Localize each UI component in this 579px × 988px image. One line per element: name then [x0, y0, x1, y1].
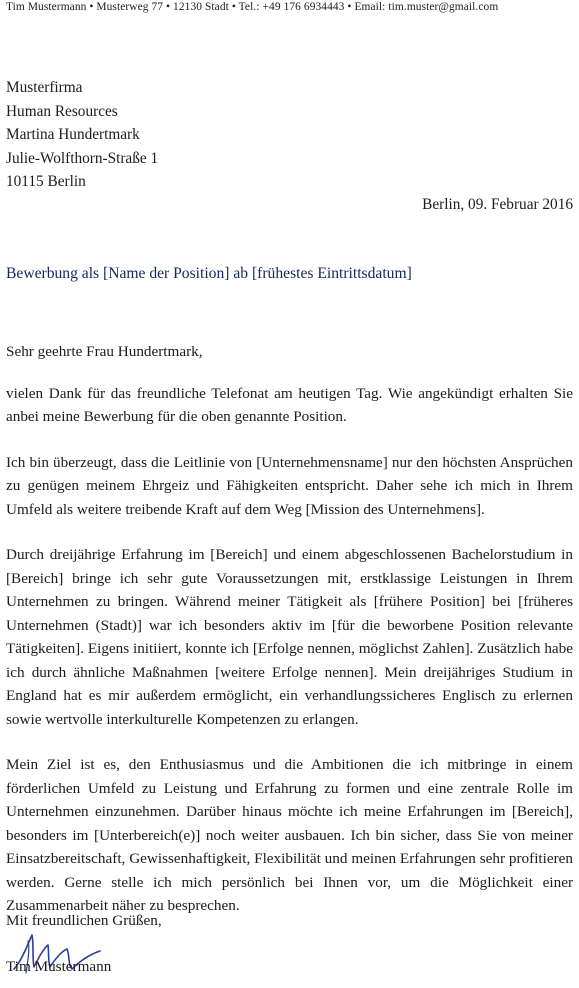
sender-line: Tim Mustermann • Musterweg 77 • 12130 Stadt • Tel.: +49 176 6934443 • Email: tim.muster@gmail.com — [6, 1, 499, 13]
salutation: Sehr geehrte Frau Hundertmark, — [6, 343, 203, 360]
letter-body — [6, 340, 573, 940]
body-paragraph-1: vielen Dank für das freundliche Telefonat am heutigen Tag. Wie angekündigt erhalten Sie anbei meine Bewerbung für die oben genannte Position. — [6, 384, 573, 425]
body-paragraph-3: Durch dreijährige Erfahrung im [Bereich] und einem abgeschlossenen Bachelorstudium in [Bereich] bringe ich sehr gute Voraussetzungen mit, erstklassige Leistungen in Ihrem Unternehmen zu bringen. Während meiner Tätigkeit als [frühere Position] bei [früheres Unternehmen (Stadt)] war ich besonders aktiv im [für die beworbene Position relevante Tätigkeiten]. Eigens initiiert, konnte ich [Erfolge nennen, möglichst Zahlen]. Zusätzlich habe ich durch ähnliche Maßnahmen [weitere Erfolge nennen]. Mein dreijähriges Studium in England hat es mir außerdem ermöglicht, ein verhandlungssicheres Englisch zu erlernen sowie wertvolle interkulturelle Kompetenzen zu erlangen. — [6, 546, 573, 728]
recipient-address — [6, 76, 158, 194]
closing-phrase: Mit freundlichen Grüßen, — [6, 912, 162, 929]
recipient-city: 10115 Berlin — [6, 173, 86, 190]
body-paragraph-2: Ich bin überzeugt, dass die Leitlinie von [Unternehmensname] nur den höchsten Ansprüchen zu genügen meinem Ehrgeiz und Fähigkeiten entspricht. Daher sehe ich mich in Ihrem Umfeld als weitere treibende Kraft auf dem Weg [Mission des Unternehmens]. — [6, 453, 573, 518]
subject-line: Bewerbung als [Name der Position] ab [frühestes Eintrittsdatum] — [6, 265, 412, 282]
recipient-street: Julie-Wolfthorn-Straße 1 — [6, 149, 159, 167]
letter-date: Berlin, 09. Februar 2016 — [422, 196, 573, 213]
recipient-name: Martina Hundertmark — [6, 126, 140, 143]
recipient-department: Human Resources — [6, 102, 118, 120]
recipient-company: Musterfirma — [6, 79, 83, 96]
signer-name: Tim Mustermann — [6, 958, 112, 975]
body-paragraph-4: Mein Ziel ist es, den Enthusiasmus und die Ambitionen die ich mitbringe in einem förderlichen Umfeld zu Leistung und Erfahrung zu formen und eine zentrale Rolle im Unternehmen einzunehmen. Darüber hinaus möchte ich meine Erfahrungen im [Bereich], besonders im [Unterbereich(e)] noch weiter ausbauen. Ich bin sicher, dass Sie von meiner Einsatzbereitschaft, Gewissenhaftigkeit, Flexibilität und meinen Erfahrungen sehr profitieren werden. Gerne stelle ich mich persönlich bei Ihnen vor, um die Möglichkeit einer Zusammenarbeit näher zu besprechen. — [6, 756, 573, 914]
